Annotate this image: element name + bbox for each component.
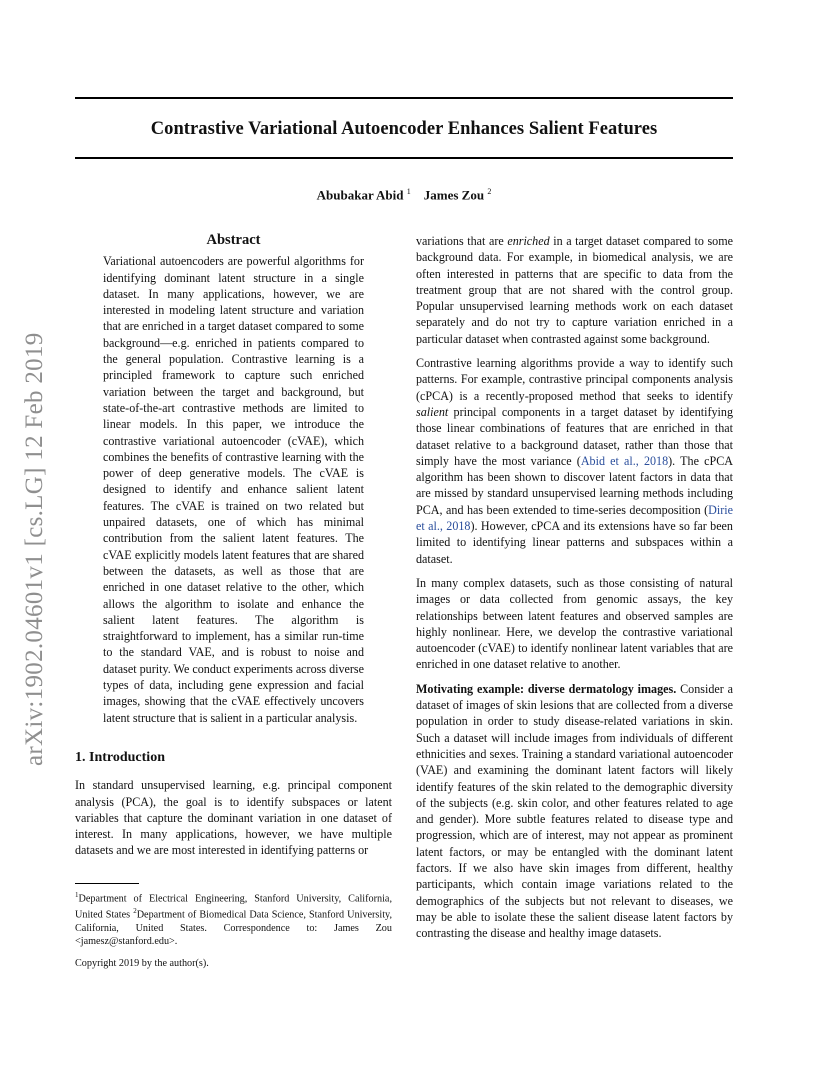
- text-run: variations that are: [416, 234, 508, 248]
- footnote-rule: [75, 883, 139, 884]
- footnote-text: Department of Biomedical Data Science, Stanford University, California, United States. Correspondence to: James Zou <jamesz@stanford.edu>.: [75, 909, 393, 947]
- title-bottom-rule: [75, 157, 733, 159]
- arxiv-identifier: arXiv:1902.04601v1 [cs.LG] 12 Feb 2019: [21, 332, 48, 766]
- paper-title: Contrastive Variational Autoencoder Enhances Salient Features: [150, 119, 658, 139]
- affiliation-mark: 1: [406, 187, 411, 196]
- abstract-heading: Abstract: [206, 232, 261, 248]
- affiliation-footnote: [75, 889, 392, 948]
- abstract-text: Variational autoencoders are powerful algorithms for identifying dominant latent structure in a single dataset. In many applications, however, we are interested in modeling latent structure and variation that are enriched in a target dataset compared to some background—e.g. enriched in patients compared to the general population. Contrastive learning is a principled framework to capture such enriched variation between the target and background, but state-of-the-art contrastive methods are limited to linear models. In this paper, we introduce the contrastive variational autoencoder (cVAE), which combines the benefits of contrastive learning with the power of deep generative models. The cVAE is designed to identify and enhance salient latent features. The cVAE is trained on two related but unpaired datasets, one of which has minimal contribution from the salient latent features. The cVAE explicitly models latent features that are shared between the datasets, as well as those that are enriched in one dataset relative to the other, which allows the algorithm to isolate and enhance the salient latent features. The algorithm is straightforward to implement, has a similar run-time to the standard VAE, and is robust to noise and dataset purity. We conduct experiments across diverse types of data, including gene expression and facial images, showing that the cVAE effectively uncovers latent structure that is salient in a particular analysis.: [103, 254, 364, 725]
- paragraph-heading: Motivating example: diverse dermatology images.: [416, 681, 677, 696]
- footnote-mark: 1: [75, 891, 79, 899]
- citation-link[interactable]: Abid et al., 2018: [580, 453, 669, 468]
- text-run: in a target dataset compared to some background data. For example, in biomedical analysis, we are often interested in patterns that are specific to data from the treatment group that are not shared with the control group. Popular unsupervised learning methods work on each dataset separately and do not try to capture variation enriched in a particular dataset when contrasted against some background.: [416, 234, 733, 346]
- left-column: [75, 232, 392, 859]
- text-run: Consider a dataset of images of skin lesions that are collected from a diverse population in order to study disease-related variations in skin. Such a dataset will include images from individuals of different ethnicities and sexes. Training a standard variational autoencoder (VAE) and examining the dominant latent factors will likely identify features of the skin related to the demographic diversity of the subjects (e.g. skin color, and other features related to age and gender). More subtle features related to disease type and progression, which are of interest, may not appear as prominent latent factors, or may be entangled with the dominant latent factors. If we also have skin images from different, healthy participants, which contain image variations related to the demographics of the subjects but not relevant to diseases, we may be able to isolate these the salient disease latent factors by contrasting the disease and healthy image datasets.: [416, 681, 733, 941]
- copyright-notice: Copyright 2019 by the author(s).: [75, 958, 209, 969]
- author-name: Abubakar Abid: [316, 187, 404, 203]
- body-paragraph: [416, 355, 733, 567]
- footnote-text: Department of Electrical Engineering, Stanford University, California, United States: [75, 893, 392, 921]
- title-top-rule: [75, 97, 733, 99]
- intro-paragraph: In standard unsupervised learning, e.g. principal component analysis (PCA), the goal is to identify subspaces or latent variables that capture the dominant variation in one dataset of interest. In many applications, however, we have multiple datasets and we are most interested in identifying patterns or: [75, 778, 392, 858]
- body-paragraph: In many complex datasets, such as those consisting of natural images or data collected from genomic assays, the key relationships between latent features and observed samples are highly nonlinear. Here, we develop the contrastive variational autoencoder (cVAE) to identify nonlinear latent variables that are enriched in one dataset relative to another.: [416, 575, 733, 672]
- author-name: James Zou: [423, 187, 485, 203]
- section-heading-introduction: 1. Introduction: [75, 749, 165, 765]
- footnote-mark: 2: [133, 907, 137, 916]
- author-list: [75, 187, 733, 203]
- body-paragraph: [416, 233, 733, 347]
- emphasis: enriched: [507, 234, 550, 248]
- body-paragraph: [416, 681, 733, 942]
- text-run: ). However, cPCA and its extensions have so far been limited to identifying linear patterns and subspaces within a dataset.: [416, 519, 733, 566]
- text-run: principal components in a target dataset by identifying those linear combinations of features that are enriched in that dataset relative to a background dataset, rather than those that simply have the most variance (: [416, 404, 733, 468]
- right-column: [416, 233, 733, 949]
- affiliation-mark: 2: [487, 187, 492, 196]
- emphasis: salient: [416, 404, 449, 419]
- text-run: ). The cPCA algorithm has been shown to discover latent factors in data that are missed by standard unsupervised learning methods including PCA, and has been extended to time-series decomposition (: [416, 453, 733, 517]
- text-run: Contrastive learning algorithms provide a way to identify such patterns. For example, contrastive principal components analysis (cPCA) is a recently-proposed method that seeks to identify: [416, 356, 733, 403]
- citation-link[interactable]: Dirie et al., 2018: [416, 502, 733, 534]
